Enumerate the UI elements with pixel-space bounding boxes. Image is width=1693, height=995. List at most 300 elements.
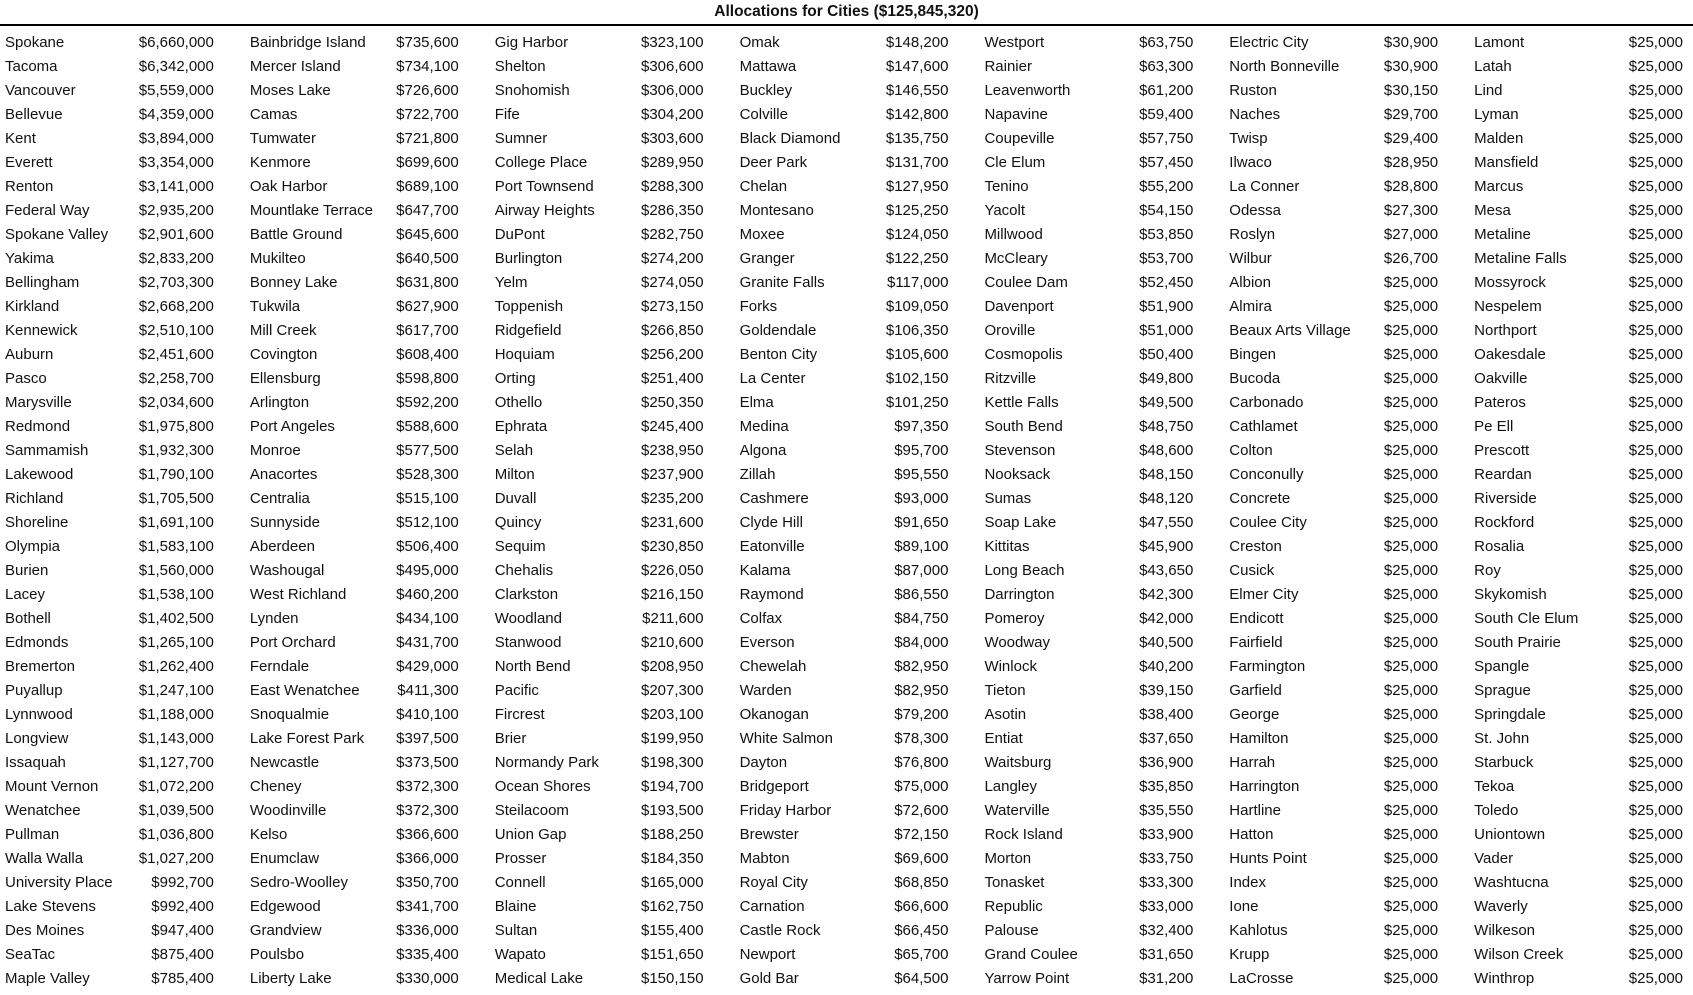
table-row [5, 894, 214, 918]
table-row [1229, 318, 1438, 342]
table-row [250, 918, 459, 942]
table-row [1474, 630, 1683, 654]
table-row [495, 798, 704, 822]
allocation-amount: $184,350 [641, 849, 704, 867]
city-name: DuPont [494, 225, 545, 243]
table-column-6 [1229, 30, 1438, 990]
allocation-amount: $131,700 [885, 153, 949, 171]
allocation-amount: $66,450 [894, 921, 949, 939]
allocation-amount: $53,700 [1139, 249, 1194, 267]
allocation-amount: $1,143,000 [138, 729, 214, 747]
table-row [1474, 534, 1683, 558]
city-name: Warden [739, 681, 792, 699]
table-row [495, 486, 704, 510]
allocation-amount: $2,451,600 [138, 345, 214, 363]
city-name: Medina [739, 417, 789, 435]
allocation-amount: $25,000 [1628, 513, 1684, 531]
city-name: Eatonville [739, 537, 805, 555]
allocation-amount: $274,050 [641, 273, 704, 291]
city-name: Yelm [494, 273, 528, 291]
city-name: Reardan [1474, 465, 1532, 483]
allocation-amount: $25,000 [1628, 321, 1684, 339]
city-name: Harrah [1229, 753, 1276, 771]
city-name: Benton City [739, 345, 818, 363]
city-name: Waverly [1474, 897, 1528, 915]
city-name: Lakewood [5, 465, 74, 483]
city-name: Yarrow Point [984, 969, 1070, 987]
city-name: Battle Ground [249, 225, 343, 243]
table-row [5, 510, 214, 534]
city-name: Longview [5, 729, 69, 747]
city-name: Northport [1474, 321, 1537, 339]
allocation-amount: $53,850 [1139, 225, 1194, 243]
table-row [1229, 774, 1438, 798]
allocation-amount: $188,250 [641, 825, 704, 843]
allocation-amount: $25,000 [1628, 969, 1684, 987]
table-row [1229, 534, 1438, 558]
table-row [5, 606, 214, 630]
table-row [250, 54, 459, 78]
table-row [5, 462, 214, 486]
allocation-amount: $1,560,000 [138, 561, 214, 579]
table-row [740, 126, 949, 150]
table-row [250, 630, 459, 654]
city-name: Soap Lake [984, 513, 1057, 531]
city-name: Goldendale [739, 321, 817, 339]
allocation-amount: $1,790,100 [138, 465, 214, 483]
city-name: Kirkland [5, 297, 60, 315]
table-row [5, 678, 214, 702]
city-name: Lamont [1474, 33, 1525, 51]
table-row [984, 198, 1193, 222]
city-name: Nespelem [1474, 297, 1542, 315]
city-name: Colton [1229, 441, 1273, 459]
table-row [740, 246, 949, 270]
city-name: Vader [1474, 849, 1514, 867]
table-row [984, 966, 1193, 990]
allocation-amount: $51,900 [1139, 297, 1194, 315]
city-name: Friday Harbor [739, 801, 832, 819]
table-row [1474, 894, 1683, 918]
allocation-amount: $97,350 [894, 417, 949, 435]
table-row [1229, 126, 1438, 150]
allocation-amount: $25,000 [1383, 561, 1439, 579]
allocation-amount: $2,935,200 [138, 201, 214, 219]
allocation-amount: $135,750 [885, 129, 949, 147]
city-name: Medical Lake [494, 969, 584, 987]
city-name: Lacey [5, 585, 46, 603]
city-name: Farmington [1229, 657, 1306, 675]
table-row [984, 870, 1193, 894]
table-row [5, 774, 214, 798]
allocation-amount: $25,000 [1628, 201, 1684, 219]
table-row [250, 774, 459, 798]
city-name: Hatton [1229, 825, 1274, 843]
allocation-amount: $48,600 [1139, 441, 1194, 459]
city-name: Odessa [1229, 201, 1281, 219]
allocation-amount: $25,000 [1628, 945, 1684, 963]
city-name: West Richland [249, 585, 347, 603]
allocation-amount: $49,500 [1139, 393, 1194, 411]
allocation-amount: $25,000 [1383, 657, 1439, 675]
allocation-amount: $617,700 [396, 321, 459, 339]
allocation-amount: $25,000 [1628, 345, 1684, 363]
table-row [495, 270, 704, 294]
city-name: Walla Walla [5, 849, 84, 867]
allocation-amount: $33,000 [1139, 897, 1194, 915]
city-name: Winthrop [1474, 969, 1535, 987]
allocation-amount: $25,000 [1628, 825, 1684, 843]
allocation-amount: $82,950 [894, 681, 949, 699]
table-row [1229, 414, 1438, 438]
table-row [740, 846, 949, 870]
city-name: Millwood [984, 225, 1043, 243]
city-name: Brewster [739, 825, 799, 843]
table-row [5, 30, 214, 54]
table-row [250, 318, 459, 342]
table-row [1229, 558, 1438, 582]
city-name: Gig Harbor [494, 33, 569, 51]
allocation-amount: $25,000 [1383, 873, 1439, 891]
allocation-amount: $33,900 [1139, 825, 1194, 843]
table-row [495, 318, 704, 342]
table-row [250, 942, 459, 966]
allocation-amount: $245,400 [641, 417, 704, 435]
city-name: Spokane Valley [5, 225, 109, 243]
table-row [984, 582, 1193, 606]
table-row [984, 318, 1193, 342]
city-name: Ocean Shores [494, 777, 591, 795]
allocation-amount: $608,400 [396, 345, 459, 363]
city-name: Lake Stevens [5, 897, 96, 915]
allocation-amount: $33,300 [1139, 873, 1194, 891]
allocation-amount: $78,300 [894, 729, 949, 747]
allocation-amount: $25,000 [1383, 537, 1439, 555]
table-row [1229, 942, 1438, 966]
table-row [1229, 918, 1438, 942]
allocation-amount: $82,950 [894, 657, 949, 675]
table-row [1474, 318, 1683, 342]
city-name: Richland [5, 489, 64, 507]
city-name: Port Townsend [494, 177, 594, 195]
table-row [1474, 678, 1683, 702]
city-name: Redmond [5, 417, 71, 435]
table-row [1229, 294, 1438, 318]
city-name: Conconully [1229, 465, 1304, 483]
city-name: Sumas [984, 489, 1032, 507]
table-row [495, 774, 704, 798]
table-row [1229, 54, 1438, 78]
allocation-amount: $286,350 [641, 201, 704, 219]
table-row [984, 606, 1193, 630]
city-name: Mattawa [739, 57, 797, 75]
allocation-amount: $25,000 [1383, 849, 1439, 867]
city-name: Rosalia [1474, 537, 1525, 555]
table-row [740, 966, 949, 990]
table-row [250, 78, 459, 102]
city-name: Mercer Island [249, 57, 341, 75]
table-row [250, 222, 459, 246]
allocation-amount: $216,150 [641, 585, 704, 603]
table-row [1229, 102, 1438, 126]
city-name: Chelan [739, 177, 788, 195]
allocation-amount: $25,000 [1628, 537, 1684, 555]
city-name: Prescott [1474, 441, 1530, 459]
table-row [984, 270, 1193, 294]
city-name: Monroe [249, 441, 301, 459]
city-name: Harrington [1229, 777, 1300, 795]
allocation-amount: $460,200 [396, 585, 459, 603]
city-name: Nooksack [984, 465, 1051, 483]
table-row [740, 534, 949, 558]
city-name: Vancouver [5, 81, 76, 99]
city-name: Oakesdale [1474, 345, 1546, 363]
table-row [250, 438, 459, 462]
allocation-amount: $26,700 [1383, 249, 1439, 267]
table-row [5, 390, 214, 414]
city-name: Prosser [494, 849, 547, 867]
table-row [740, 342, 949, 366]
allocation-amount: $28,950 [1383, 153, 1439, 171]
table-row [250, 150, 459, 174]
allocation-amount: $304,200 [641, 105, 704, 123]
allocation-amount: $147,600 [885, 57, 949, 75]
allocation-amount: $199,950 [641, 729, 704, 747]
city-name: Sultan [494, 921, 538, 939]
table-row [740, 606, 949, 630]
city-name: Tekoa [1474, 777, 1515, 795]
table-row [1229, 366, 1438, 390]
allocation-amount: $366,000 [396, 849, 459, 867]
page-title: Allocations for Cities ($125,845,320) [714, 3, 979, 20]
table-row [1474, 774, 1683, 798]
city-name: Fife [494, 105, 520, 123]
city-name: Newcastle [249, 753, 320, 771]
city-name: Pullman [5, 825, 60, 843]
table-row [1229, 342, 1438, 366]
city-name: Krupp [1229, 945, 1270, 963]
city-name: Mabton [739, 849, 790, 867]
table-row [984, 102, 1193, 126]
allocation-amount: $45,900 [1139, 537, 1194, 555]
table-row [495, 750, 704, 774]
allocation-amount: $1,036,800 [138, 825, 214, 843]
table-row [250, 726, 459, 750]
table-row [495, 198, 704, 222]
city-name: Carnation [739, 897, 805, 915]
allocation-amount: $95,550 [894, 465, 949, 483]
city-name: Sedro-Woolley [249, 873, 348, 891]
table-row [1229, 966, 1438, 990]
city-name: Milton [494, 465, 535, 483]
table-row [250, 894, 459, 918]
allocation-amount: $266,850 [641, 321, 704, 339]
table-row [1229, 438, 1438, 462]
city-name: South Cle Elum [1474, 609, 1579, 627]
city-name: Clyde Hill [739, 513, 803, 531]
city-name: Tenino [984, 177, 1029, 195]
table-row [1229, 678, 1438, 702]
allocation-amount: $210,600 [641, 633, 704, 651]
table-row [1474, 870, 1683, 894]
allocation-amount: $125,250 [885, 201, 949, 219]
table-row [740, 510, 949, 534]
city-name: Bonney Lake [249, 273, 338, 291]
table-row [5, 198, 214, 222]
allocation-amount: $1,402,500 [138, 609, 214, 627]
city-name: Edgewood [249, 897, 321, 915]
table-row [1474, 174, 1683, 198]
allocation-amount: $61,200 [1139, 81, 1194, 99]
table-row [5, 654, 214, 678]
table-row [1474, 726, 1683, 750]
city-name: Des Moines [5, 921, 85, 939]
city-name: Oakville [1474, 369, 1528, 387]
city-name: Clarkston [494, 585, 559, 603]
city-name: Ephrata [494, 417, 548, 435]
allocation-amount: $155,400 [641, 921, 704, 939]
table-row [495, 246, 704, 270]
city-name: Uniontown [1474, 825, 1546, 843]
allocation-amount: $1,265,100 [138, 633, 214, 651]
table-row [740, 438, 949, 462]
allocation-amount: $101,250 [885, 393, 949, 411]
table-row [740, 774, 949, 798]
allocation-amount: $25,000 [1628, 129, 1684, 147]
table-row [740, 174, 949, 198]
table-row [984, 774, 1193, 798]
allocation-amount: $25,000 [1383, 369, 1439, 387]
allocation-amount: $512,100 [396, 513, 459, 531]
city-name: Electric City [1229, 33, 1309, 51]
table-row [984, 294, 1193, 318]
allocation-amount: $726,600 [396, 81, 459, 99]
allocation-amount: $251,400 [641, 369, 704, 387]
table-row [1229, 846, 1438, 870]
table-row [250, 678, 459, 702]
allocation-amount: $25,000 [1383, 633, 1439, 651]
city-name: Colfax [739, 609, 783, 627]
allocation-amount: $28,800 [1383, 177, 1439, 195]
table-row [495, 918, 704, 942]
table-row [250, 102, 459, 126]
table-row [984, 30, 1193, 54]
allocation-amount: $57,450 [1139, 153, 1194, 171]
table-row [984, 702, 1193, 726]
allocation-amount: $699,600 [396, 153, 459, 171]
table-row [1229, 198, 1438, 222]
allocation-amount: $25,000 [1628, 81, 1684, 99]
allocation-amount: $1,188,000 [138, 705, 214, 723]
allocation-amount: $306,600 [641, 57, 704, 75]
allocation-amount: $27,300 [1383, 201, 1439, 219]
table-row [1474, 390, 1683, 414]
table-row [1474, 198, 1683, 222]
allocation-amount: $42,000 [1139, 609, 1194, 627]
allocation-amount: $25,000 [1383, 273, 1439, 291]
allocation-amount: $40,500 [1139, 633, 1194, 651]
table-row [740, 222, 949, 246]
city-name: Cusick [1229, 561, 1275, 579]
table-row [740, 318, 949, 342]
table-row [250, 294, 459, 318]
table-row [984, 126, 1193, 150]
table-row [5, 246, 214, 270]
city-name: Kenmore [249, 153, 311, 171]
allocation-amount: $25,000 [1383, 321, 1439, 339]
allocation-amount: $47,550 [1139, 513, 1194, 531]
city-name: Raymond [739, 585, 804, 603]
table-row [1229, 270, 1438, 294]
allocation-amount: $25,000 [1628, 33, 1684, 51]
city-name: Stanwood [494, 633, 562, 651]
allocation-amount: $25,000 [1628, 873, 1684, 891]
city-name: Orting [494, 369, 536, 387]
city-name: Wilkeson [1474, 921, 1536, 939]
allocation-amount: $25,000 [1383, 681, 1439, 699]
allocation-amount: $2,703,300 [138, 273, 214, 291]
table-row [1229, 582, 1438, 606]
table-row [984, 414, 1193, 438]
city-name: Waterville [984, 801, 1050, 819]
allocation-amount: $226,050 [641, 561, 704, 579]
table-row [250, 342, 459, 366]
allocation-amount: $63,750 [1139, 33, 1194, 51]
allocation-amount: $288,300 [641, 177, 704, 195]
table-row [250, 846, 459, 870]
allocation-amount: $25,000 [1628, 609, 1684, 627]
allocation-amount: $36,900 [1139, 753, 1194, 771]
table-row [5, 870, 214, 894]
table-row [495, 678, 704, 702]
allocation-amount: $25,000 [1383, 489, 1439, 507]
table-row [5, 846, 214, 870]
city-name: Woodland [494, 609, 562, 627]
city-name: Pateros [1474, 393, 1526, 411]
table-row [1474, 510, 1683, 534]
allocation-amount: $93,000 [894, 489, 949, 507]
table-row [740, 486, 949, 510]
city-name: Kittitas [984, 537, 1030, 555]
table-row [1474, 846, 1683, 870]
allocation-amount: $106,350 [885, 321, 949, 339]
city-name: Maple Valley [5, 969, 90, 987]
allocation-amount: $25,000 [1628, 897, 1684, 915]
allocation-amount: $30,900 [1383, 57, 1439, 75]
city-name: Kennewick [5, 321, 78, 339]
allocation-amount: $25,000 [1628, 489, 1684, 507]
table-row [1474, 102, 1683, 126]
table-row [740, 750, 949, 774]
table-row [5, 318, 214, 342]
allocation-amount: $32,400 [1139, 921, 1194, 939]
table-row [1229, 654, 1438, 678]
city-name: Toledo [1474, 801, 1519, 819]
allocation-amount: $303,600 [641, 129, 704, 147]
table-row [495, 126, 704, 150]
table-row [984, 54, 1193, 78]
table-row [740, 558, 949, 582]
city-name: Brier [494, 729, 527, 747]
city-name: Toppenish [494, 297, 564, 315]
city-name: Grandview [249, 921, 322, 939]
allocation-amount: $27,000 [1383, 225, 1439, 243]
allocation-amount: $25,000 [1383, 417, 1439, 435]
city-name: Ellensburg [249, 369, 321, 387]
city-name: Yacolt [984, 201, 1026, 219]
city-name: Mukilteo [249, 249, 306, 267]
city-name: Cle Elum [984, 153, 1046, 171]
